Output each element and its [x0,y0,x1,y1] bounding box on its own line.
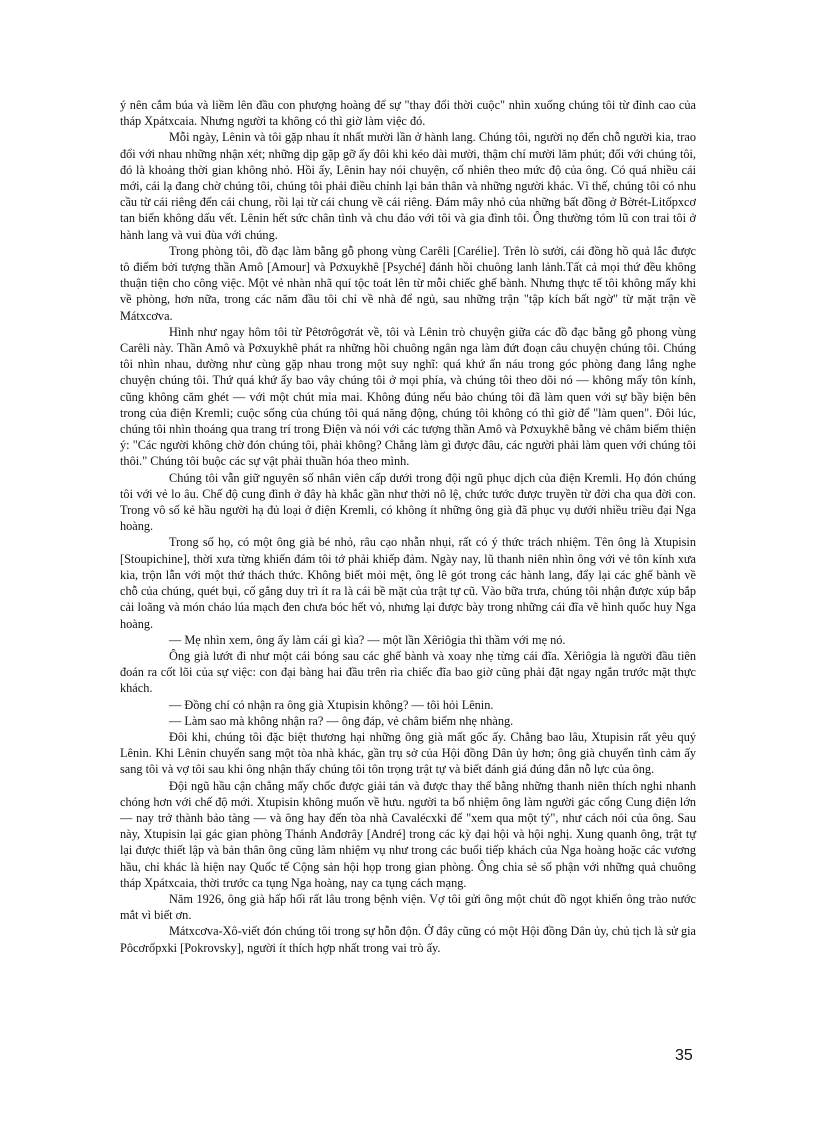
paragraph-4: Hình như ngay hôm tôi từ Pêtơrôgơrát về, tôi và Lênin trò chuyện giữa các đồ đạc bằng gỗ phong vùng Carêli này. Thần Amô và Pơxuykhê phát ra những hồi chuông ngân nga làm đứt đoạn câu chuyện chúng tôi. Chúng tôi nhìn nhau, dường như cùng gặp nhau trong một suy nghĩ: quá khứ ẩn náu trong góc phòng đang lắng nghe chuyện chúng tôi. Thứ quá khứ ấy bao vây chúng tôi ở mọi phía, và chúng tôi theo dõi nó — không mấy tôn kính, cũng không căm ghét — với một chút mỉa mai. Không đúng nếu bảo chúng tôi đã làm quen với sự bầy biện bên trong của điện Kremli; cuộc sống của chúng tôi quá năng động, chúng tôi không có thì giờ để "làm quen". Đôi lúc, chúng tôi nhìn thoáng qua trang trí trong Điện và nói với các tượng thần Amô và Pơxuykhê bằng vẻ châm biếm thiện ý: "Các người không chờ đón chúng tôi, phải không? Chẳng làm gì được đâu, các người phải làm quen với chúng tôi thôi." Chúng tôi buộc các sự vật phải thuần hóa theo mình. [120,324,696,469]
paragraph-11: Đôi khi, chúng tôi đặc biệt thương hại những ông già mất gốc ấy. Chẳng bao lâu, Xtupisin rất yêu quý Lênin. Khi Lênin chuyển sang một tòa nhà khác, gần trụ sở của Hội đồng Dân ủy hơn; ông già chuyển tình cảm ấy sang tôi và vợ tôi sau khi ông nhận thấy chúng tôi tôn trọng trật tự và biết đánh giá đúng đắn nỗ lực của ông. [120,729,696,777]
page-number: 35 [675,1047,693,1064]
page-body [120,97,696,956]
paragraph-9: — Đồng chí có nhận ra ông già Xtupisin không? — tôi hỏi Lênin. [169,697,494,712]
paragraph-2: Mỗi ngày, Lênin và tôi gặp nhau ít nhất mười lần ở hành lang. Chúng tôi, người nọ đến chỗ người kia, trao đổi với nhau những nhận xét; những dịp gặp gỡ ấy đôi khi kéo dài mười, thậm chí mười lăm phút; đối với chúng tôi, đó là khoảng thời gian không nhỏ. Hồi ấy, Lênin hay nói chuyện, cố nhiên theo mức độ của ông. Có quá nhiều cái mới, cái lạ đang chờ chúng tôi, chúng tôi phải điều chỉnh lại bản thân và những người khác. Vì thế, chúng tôi có nhu cầu từ cái riêng đến cái chung, rồi lại từ cái chung về cái riêng. Đám mây nhỏ của những bất đồng ở Bờrét-Litốpxcơ tan biến không dấu vết. Lênin hết sức chân tình và chu đáo với tôi và gia đình tôi. Ông thường tóm lũ con trai tôi ở hành lang và vui đùa với chúng. [120,130,696,242]
paragraph-1: ý nên cắm búa và liềm lên đầu con phượng hoàng để sự "thay đổi thời cuộc" nhìn xuống chúng tôi từ đỉnh cao của tháp Xpátxcaia. Nhưng người ta không có thì giờ làm việc đó. [120,98,696,129]
paragraph-12: Đội ngũ hầu cận chẳng mấy chốc được giải tán và được thay thế bằng những thanh niên thích nghi nhanh chóng hơn với chế độ mới. Xtupisin không muốn về hưu. người ta bổ nhiệm ông làm người gác cổng Cung điện lớn — nay trở thành bảo tàng — và ông hay đến tòa nhà Cavalécxki để "xem qua một tý", như cách nói của ông. Sau này, Xtupisin lại gác gian phòng Thánh Anđơrây [André] trong các kỳ đại hội và hội nghị. Xung quanh ông, trật tự lại được thiết lập và bản thân ông cũng làm nhiệm vụ như trong các buổi tiếp khách của Nga hoàng hoặc các vương hầu, chỉ khác là hiện nay Quốc tế Cộng sản hội họp trong gian phòng. Ông chia sẻ số phận với những quả chuông tháp Xpátxcaia, thời trước ca tụng Nga hoàng, nay ca tụng cách mạng. [120,778,696,890]
paragraph-3: Trong phòng tôi, đồ đạc làm bằng gỗ phong vùng Carêli [Carélie]. Trên lò sưởi, cái đồng hồ quả lắc được tô điểm bởi tượng thần Amô [Amour] và Pơxuykhê [Psyché] đánh hồi chuông lanh lảnh.Tất cả mọi thứ đều không thuận tiện cho công việc. Một vẻ nhàn nhã quí tộc toát lên từ mỗi chiếc ghế bành. Nhưng thực tế tôi không mấy khi về phòng, hơn nữa, trong các năm đầu tôi chỉ về nhà để ngủ, sau những trận "tập kích bất ngờ" từ mặt trận về Mátxcơva. [120,243,696,323]
paragraph-5: Chúng tôi vẫn giữ nguyên số nhân viên cấp dưới trong đội ngũ phục dịch của điện Kremli. Họ đón chúng tôi với vẻ lo âu. Chế độ cung đình ở đây hà khắc gần như thời nô lệ, chức tước được truyền từ đời cha qua đời con. Trong vô số kẻ hầu người hạ đủ loại ở điện Kremli, có không ít những ông già đã phục vụ dưới nhiều triều đại Nga hoàng. [120,470,696,534]
paragraph-13: Năm 1926, ông già hấp hối rất lâu trong bệnh viện. Vợ tôi gửi ông một chút đồ ngọt khiến ông trào nước mắt vì biết ơn. [120,891,696,923]
paragraph-8: Ông già lướt đi như một cái bóng sau các ghế bành và xoay nhẹ từng cái đĩa. Xêriôgia là người đầu tiên đoán ra cốt lõi của sự việc: con đại bàng hai đầu trên rìa chiếc đĩa bao giờ cũng phải đặt ngay ngắn trước mặt thực khách. [120,648,696,696]
paragraph-10: — Làm sao mà không nhận ra? — ông đáp, vẻ châm biếm nhẹ nhàng. [169,713,514,728]
paragraph-6: Trong số họ, có một ông già bé nhỏ, râu cạo nhẵn nhụi, rất có ý thức trách nhiệm. Tên ông là Xtupisin [Stoupichine], thời xưa từng khiến đám tôi tớ phải khiếp đảm. Ngày nay, lũ thanh niên nhìn ông với vẻ tôn kính xưa kia, trộn lẫn với một thứ thách thức. Không biết mỏi mệt, ông lê gót trong các hành lang, đẩy lại các ghế bành về chỗ của chúng, quét bụi, cố gắng duy trì ít ra là cái bề mặt của trật tự cũ. Vào bữa trưa, chúng tôi nhận được xúp bắp cải loãng và món cháo lúa mạch đen chưa bóc hết vỏ, nhưng lại được bày trong những cái đĩa vẽ hình quốc huy Nga hoàng. [120,535,696,631]
paragraph-7: — Mẹ nhìn xem, ông ấy làm cái gì kìa? — một lần Xêriôgia thì thầm với mẹ nó. [169,632,566,647]
paragraph-14: Mátxcơva-Xô-viết đón chúng tôi trong sự hỗn độn. Ở đây cũng có một Hội đồng Dân ủy, chủ tịch là sử gia Pôcơrốpxki [Pokrovsky], người ít thích hợp nhất trong vai trò ấy. [120,924,696,955]
